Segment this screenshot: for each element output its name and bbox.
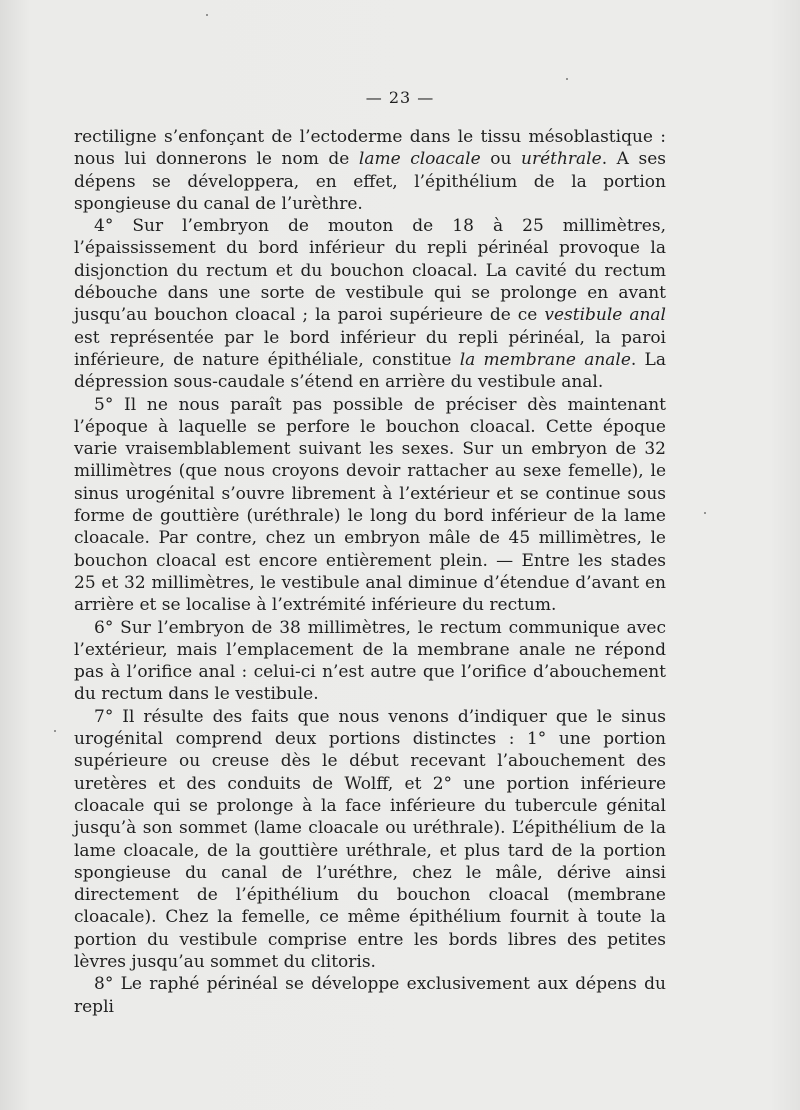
text-run: rectiligne s’enfonçant de l’ectoderme dans le tissu mésoblastique : nous lui donnerons le nom de — [74, 127, 666, 170]
text-run: ou — [480, 149, 521, 170]
paragraph-4 — [74, 215, 666, 393]
page-number: — 23 — — [365, 88, 435, 107]
scan-speck — [206, 14, 208, 16]
paragraph-8: 8° Le raphé périnéal se développe exclusivement aux dépens du repli — [74, 974, 666, 1017]
paragraph-6: 6° Sur l’embryon de 38 millimètres, le rectum communique avec l’extérieur, mais l’emplacement de la membrane anale ne répond pas à l’orifice anal : celui-ci n’est autre que l’orifice d’abouchement du rectum dans le vestibule. — [74, 617, 666, 705]
italic-term: vestibule anal — [544, 305, 666, 326]
scan-speck — [704, 512, 706, 514]
scan-speck — [54, 730, 56, 732]
text-run: . La dépression sous-caudale s’étend en arrière du vestibule anal. — [74, 349, 666, 393]
paragraph-5: 5° Il ne nous paraît pas possible de préciser dès maintenant l’époque à laquelle se perfore le bouchon cloacal. Cette époque varie vraisemblablement suivant les sexes. Sur un embryon de 32 millimètres (que nous croyons devoir rattacher au sexe femelle), le sinus urogénital s’ouvre librement à l’extérieur et se continue sous forme de gouttière (uréthrale) le long du bord inférieur de la lame cloacale. Par contre, chez un embryon mâle de 45 millimètres, le bouchon cloacal est encore entièrement plein. — Entre les stades 25 et 32 millimètres, le vestibule anal diminue d’étendue d’avant en arrière et se localise à l’extrémité inférieure du rectum. — [74, 394, 666, 616]
text-run: . A ses dépens se développera, en effet, l’épithélium de la portion spongieuse du canal de l’urèthre. — [74, 149, 666, 214]
body-text — [74, 126, 666, 1018]
paragraph-7: 7° Il résulte des faits que nous venons d’indiquer que le sinus urogénital comprend deux portions distinctes : 1° une portion supérieure ou creuse dès le début recevant l’abouchement des uretères et des conduits de Wolff, et 2° une portion inférieure cloacale qui se prolonge à la face inférieure du tubercule génital jusqu’à son sommet (lame cloacale ou uréthrale). L’épithélium de la lame cloacale, de la gouttière uréthrale, et plus tard de la portion spongieuse du canal de l’uréthre, chez le mâle, dérive ainsi directement de l’épithélium du bouchon cloacal (membrane cloacale). Chez la femelle, ce même épithélium fournit à toute la portion du vestibule comprise entre les bords libres des petites lèvres jusqu’au sommet du clitoris. — [74, 706, 666, 972]
paragraph-continuation — [74, 126, 666, 215]
italic-term: uréthrale — [521, 149, 602, 170]
italic-term: la membrane anale — [459, 349, 631, 370]
scan-speck — [566, 78, 568, 80]
italic-term: lame cloacale — [358, 149, 481, 170]
text-run: est représentée par le bord inférieur du repli périnéal, la paroi inférieure, de nature épithéliale, constitue — [74, 327, 666, 370]
text-run: 4° Sur l’embryon de mouton de 18 à 25 millimètres, l’épaississement du bord inférieur du repli périnéal provoque la disjonction du rectum et du bouchon cloacal. La cavité du rectum débouche dans une sorte de vestibule qui se prolonge en avant jusqu’au bouchon cloacal ; la paroi supérieure de ce — [74, 216, 666, 326]
